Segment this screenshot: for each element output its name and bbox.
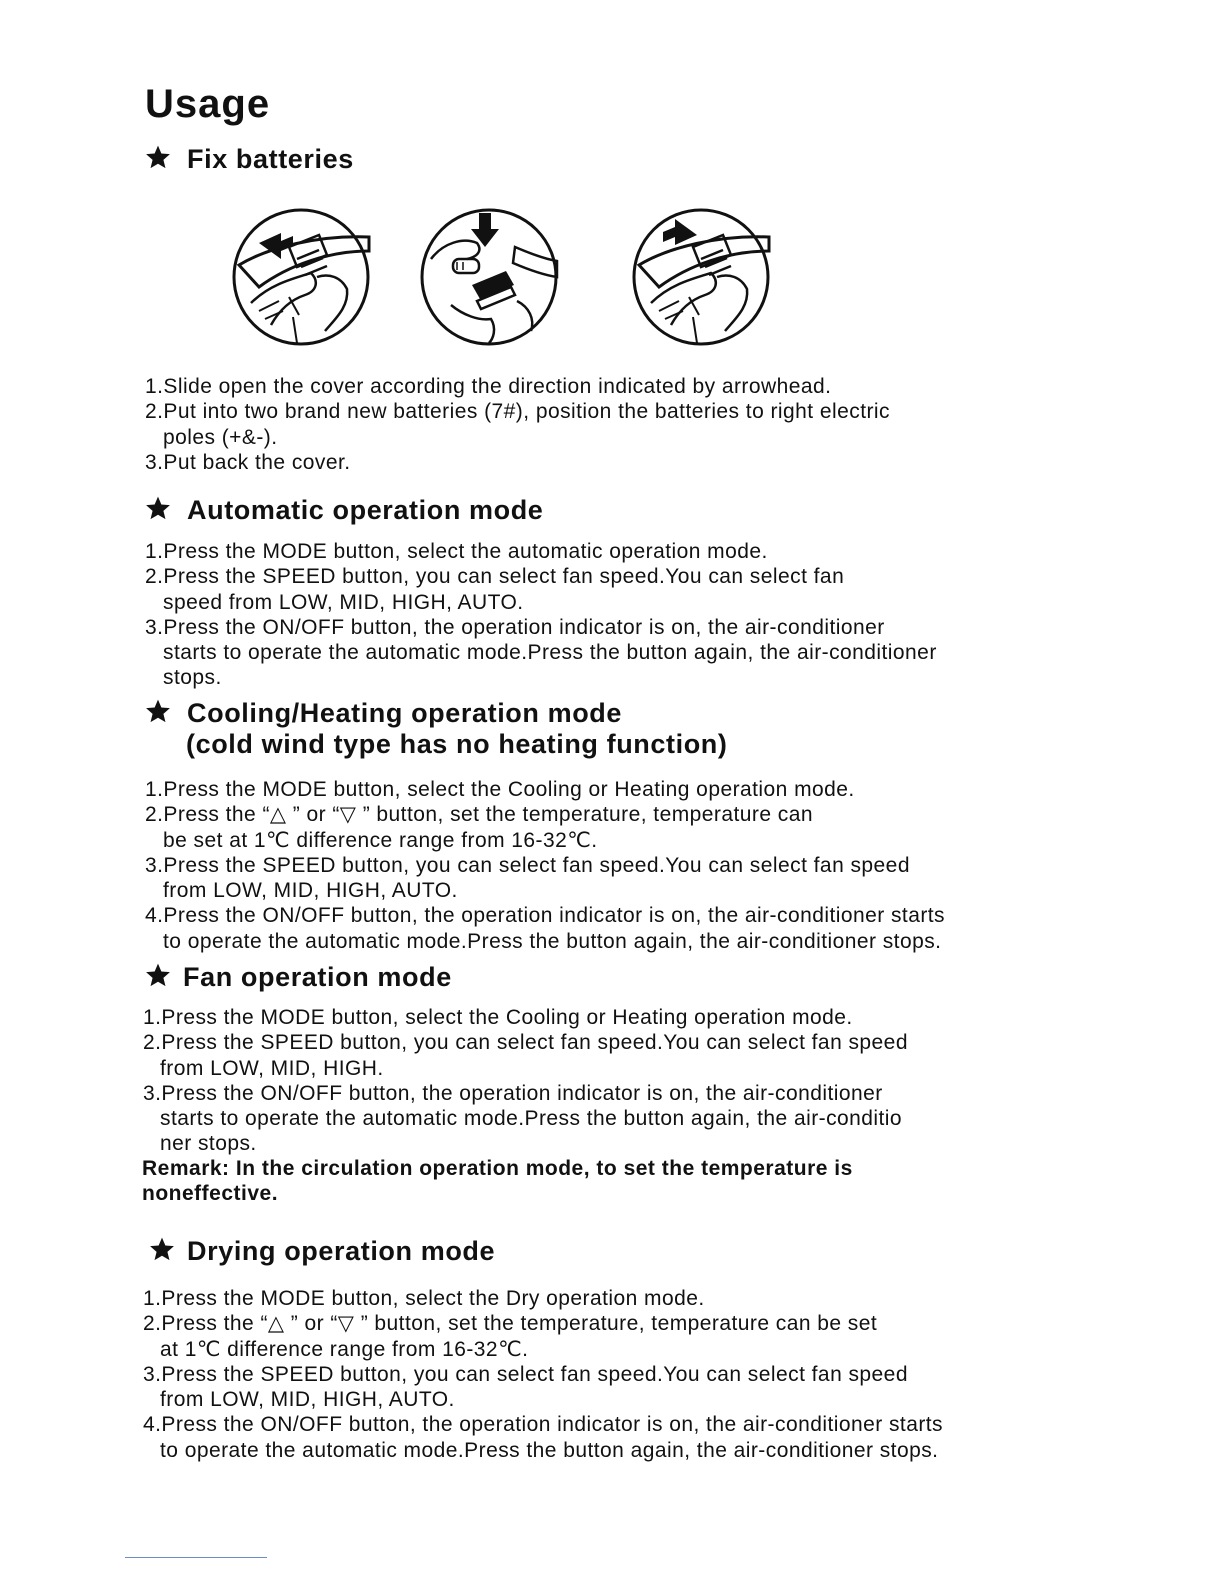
list-item: stops. <box>163 666 222 690</box>
slide-open-cover-icon <box>229 207 373 347</box>
list-item: starts to operate the automatic mode.Press the button again, the air-conditio <box>160 1107 903 1131</box>
list-item: 4.Press the ON/OFF button, the operation indicator is on, the air-conditioner starts <box>143 1413 944 1437</box>
close-cover-icon <box>629 207 773 347</box>
section-heading-cooling-heating <box>145 698 622 729</box>
list-item: 1.Press the MODE button, select the Dry operation mode. <box>143 1287 705 1310</box>
list-item: at 1℃ difference range from 16-32℃. <box>160 1337 529 1361</box>
list-item: 2.Press the SPEED button, you can select fan speed.You can select fan speed <box>143 1031 908 1055</box>
star-icon <box>145 495 175 526</box>
heading-text: Fan operation mode <box>183 962 452 992</box>
list-item: starts to operate the automatic mode.Press the button again, the air-conditioner <box>163 641 937 665</box>
remark-note <box>142 1156 853 1206</box>
list-item: 1.Press the MODE button, select the Cooling or Heating operation mode. <box>143 1006 853 1029</box>
list-item: 3.Put back the cover. <box>145 450 351 474</box>
list-item: to operate the automatic mode.Press the button again, the air-conditioner stops. <box>160 1438 939 1462</box>
list-item: 2.Press the SPEED button, you can select fan speed.You can select fan <box>145 565 845 589</box>
list-item: speed from LOW, MID, HIGH, AUTO. <box>163 590 524 614</box>
list-item: from LOW, MID, HIGH, AUTO. <box>163 879 458 903</box>
remark-line: Remark: In the circulation operation mode, to set the temperature is <box>142 1157 853 1180</box>
footnote-divider <box>125 1557 267 1558</box>
fix-batteries-steps <box>145 374 890 475</box>
list-item: 1.Press the MODE button, select the automatic operation mode. <box>145 540 768 563</box>
list-item: 3.Press the SPEED button, you can select fan speed.You can select fan speed <box>143 1362 908 1386</box>
heading-text: Automatic operation mode <box>187 495 544 525</box>
star-icon <box>145 698 175 729</box>
list-item: 2.Press the “△ ” or “▽ ” button, set the temperature, temperature can be set <box>143 1312 878 1336</box>
section-heading-fix-batteries <box>145 144 354 175</box>
star-icon <box>145 962 175 993</box>
automatic-steps <box>145 539 937 691</box>
section-heading-fan <box>145 962 452 993</box>
list-item: 2.Press the “△ ” or “▽ ” button, set the temperature, temperature can <box>145 803 813 827</box>
list-item: 3.Press the ON/OFF button, the operation indicator is on, the air-conditioner <box>143 1081 883 1105</box>
list-item: be set at 1℃ difference range from 16-32℃. <box>163 828 598 852</box>
insert-batteries-icon <box>417 207 561 347</box>
section-heading-drying <box>149 1236 495 1267</box>
list-item: 3.Press the ON/OFF button, the operation indicator is on, the air-conditioner <box>145 615 885 639</box>
list-item: 4.Press the ON/OFF button, the operation indicator is on, the air-conditioner starts <box>145 904 946 928</box>
list-item: to operate the automatic mode.Press the button again, the air-conditioner stops. <box>163 929 942 953</box>
list-item: poles (+&-). <box>163 425 278 449</box>
heading-text: Fix batteries <box>187 144 354 174</box>
star-icon <box>145 144 175 175</box>
cooling-heating-steps <box>145 777 945 954</box>
page-title: Usage <box>145 82 271 126</box>
list-item: ner stops. <box>160 1132 257 1156</box>
list-item: 1.Slide open the cover according the direction indicated by arrowhead. <box>145 375 832 398</box>
heading-text: Drying operation mode <box>187 1236 496 1266</box>
section-heading-automatic <box>145 495 543 526</box>
list-item: 3.Press the SPEED button, you can select fan speed.You can select fan speed <box>145 853 910 877</box>
section-subheading-cooling-heating: (cold wind type has no heating function) <box>186 729 728 759</box>
list-item: from LOW, MID, HIGH. <box>160 1056 384 1080</box>
list-item: 2.Put into two brand new batteries (7#), position the batteries to right electric <box>145 400 890 424</box>
remark-line: noneffective. <box>142 1182 279 1205</box>
list-item: from LOW, MID, HIGH, AUTO. <box>160 1388 455 1412</box>
heading-text: Cooling/Heating operation mode <box>187 698 622 728</box>
fan-steps <box>143 1005 908 1157</box>
list-item: 1.Press the MODE button, select the Cooling or Heating operation mode. <box>145 778 855 801</box>
star-icon <box>149 1236 179 1267</box>
drying-steps <box>143 1286 943 1463</box>
